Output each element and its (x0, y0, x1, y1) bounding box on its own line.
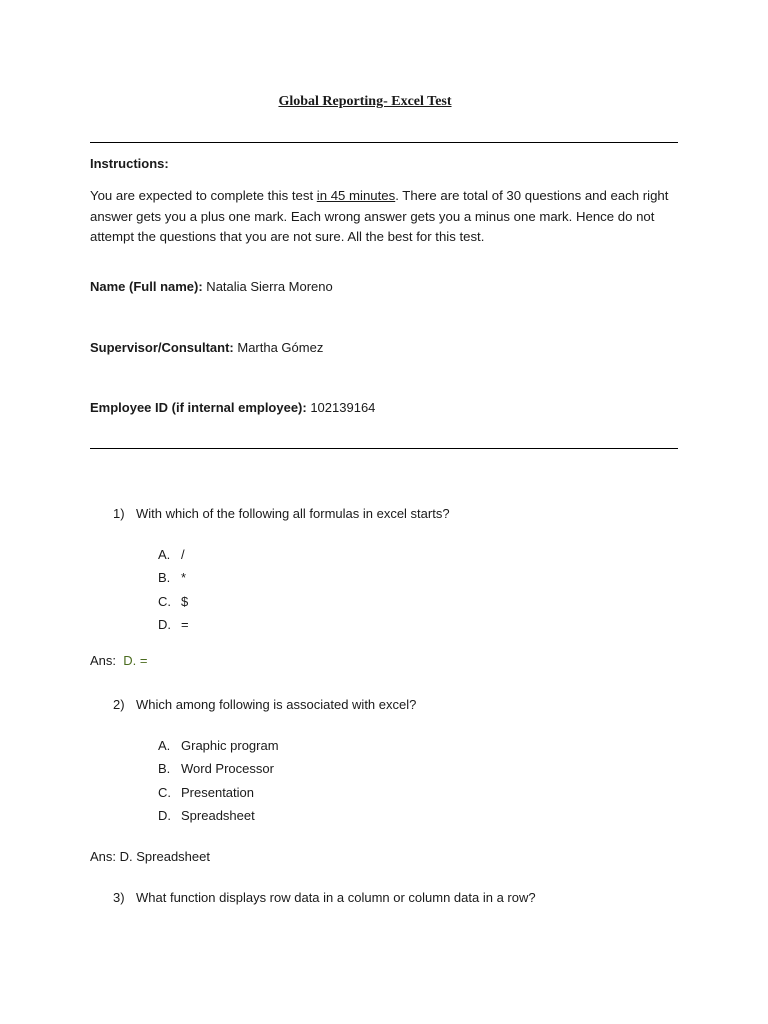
question-2-option-c (158, 785, 254, 800)
option-letter: A. (158, 547, 171, 562)
employee-id-line (90, 400, 375, 415)
option-text: Graphic program (181, 738, 279, 753)
option-text: Presentation (181, 785, 254, 800)
question-3-number: 3) (113, 890, 125, 905)
name-value: Natalia Sierra Moreno (202, 279, 333, 294)
supervisor-value: Martha Gómez (233, 340, 324, 355)
question-1-option-c (158, 594, 188, 609)
document-title: Global Reporting- Excel Test (278, 94, 452, 109)
answer-value: D. Spreadsheet (119, 849, 210, 864)
option-letter: A. (158, 738, 171, 753)
question-2-number: 2) (113, 697, 125, 712)
option-letter: D. (158, 617, 171, 632)
question-1-answer (90, 653, 147, 668)
employee-id-value: 102139164 (306, 400, 376, 415)
option-letter: B. (158, 761, 171, 776)
question-2-option-d (158, 808, 255, 823)
question-1-number: 1) (113, 506, 125, 521)
option-text: = (181, 617, 189, 632)
supervisor-line (90, 340, 323, 355)
supervisor-label: Supervisor/Consultant: (90, 340, 234, 355)
instructions-time-limit: in 45 minutes (316, 188, 396, 203)
bottom-divider (90, 448, 678, 449)
question-3-text: What function displays row data in a column or column data in a row? (136, 890, 536, 905)
option-letter: D. (158, 808, 171, 823)
top-divider (90, 142, 678, 143)
question-2-option-b (158, 761, 274, 776)
option-letter: B. (158, 570, 171, 585)
instructions-text-start: You are expected to complete this test (90, 188, 317, 203)
option-letter: C. (158, 594, 171, 609)
answer-value: D. = (123, 653, 148, 668)
option-text: * (181, 570, 187, 585)
question-1-option-b (158, 570, 186, 585)
instructions-label: Instructions: (90, 156, 169, 171)
answer-label: Ans: (90, 653, 117, 668)
option-text: Word Processor (181, 761, 274, 776)
answer-label: Ans: (90, 849, 117, 864)
option-text: Spreadsheet (181, 808, 255, 823)
instructions-text-rest: . There are total of 30 questions and each right answer gets you a plus one mark. Each wrong answer gets you a minus one mark. Hence do not attempt the questions that you are not sure. All the best for this test. (90, 188, 669, 244)
employee-id-label: Employee ID (if internal employee): (90, 400, 307, 415)
question-2-option-a (158, 738, 279, 753)
question-1-option-d (158, 617, 189, 632)
question-2-text: Which among following is associated with excel? (136, 697, 417, 712)
name-line (90, 279, 333, 294)
option-text: $ (181, 594, 189, 609)
option-letter: C. (158, 785, 171, 800)
option-text: / (181, 547, 185, 562)
name-label: Name (Full name): (90, 279, 203, 294)
question-2 (113, 697, 416, 712)
question-1-text: With which of the following all formulas in excel starts? (136, 506, 450, 521)
question-2-answer (90, 849, 210, 864)
question-3 (113, 890, 536, 905)
question-1-option-a (158, 547, 185, 562)
instructions-paragraph (90, 186, 680, 248)
question-1 (113, 506, 450, 521)
